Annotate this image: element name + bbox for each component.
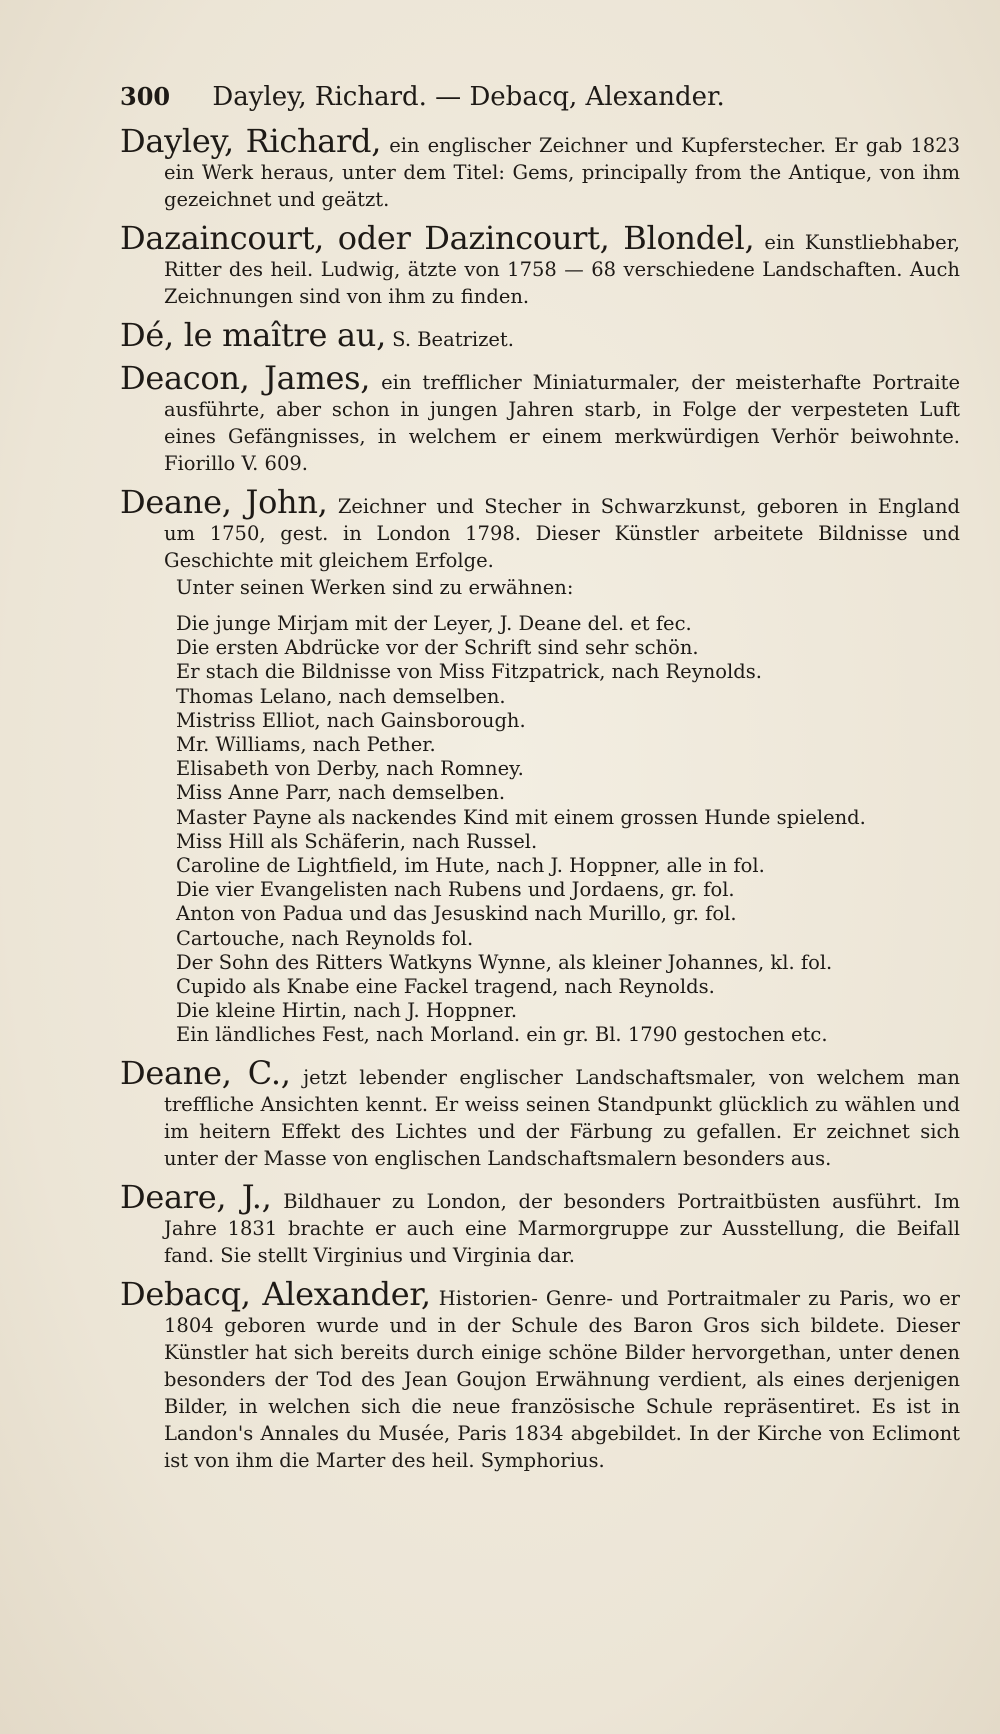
entry-debacq xyxy=(120,1274,960,1474)
entry-headword: Dazaincourt, oder Dazincourt, Blondel, xyxy=(120,219,755,257)
entry-headword: Deacon, James, xyxy=(120,359,371,397)
entry-headword: Dayley, Richard, xyxy=(120,122,382,160)
running-header xyxy=(120,82,880,112)
entry-text: ein trefflicher Miniaturmaler, der meisterhafte Portraite ausführte, aber schon in jungen Jahren starb, in Folge der verpesteten Luft eines Gefängnisses, in welchem er einem merkwürdigen Verhör beiwohnte. Fiorillo V. 609. xyxy=(164,371,960,475)
entry-deane-john xyxy=(120,483,960,1048)
page-number: 300 xyxy=(120,82,171,111)
entry-text: ein englischer Zeichner und Kupferstecher. Er gab 1823 ein Werk heraus, unter dem Titel: Gems, principally from the Antique, von ihm gezeichnet und geätzt. xyxy=(164,134,961,211)
entry-text: jetzt lebender englischer Landschaftsmaler, von welchem man treffliche Ansichten kennt. Er weiss seinen Standpunkt glücklich zu wählen und im heitern Effekt des Lichtes und der Färbung zu gefallen. Er zeichnet sich unter der Masse von englischen Landschaftsmalern besonders aus. xyxy=(164,1065,960,1170)
entry-headword: Deane, C., xyxy=(120,1053,291,1092)
entry-headword: Deane, John, xyxy=(120,483,328,521)
entries-column xyxy=(120,122,961,1486)
entry-headword: Deare, J., xyxy=(120,1177,272,1216)
entry-text: Historien- Genre- und Portraitmaler zu Paris, wo er 1804 geboren wurde und in der Schule des Baron Gros sich bildete. Dieser Künstler hat sich bereits durch einige schöne Bilder hervorgethan, unter denen besonders der Tod des Jean Goujon Erwähnung verdient, als eines derjenigen Bilder, in welchen sich die neue französische Schule repräsentiret. Es ist in Landon's Annales du Musée, Paris 1834 abgebildet. In der Kirche von Eclimont ist von ihm die Marter des heil. Symphorius. xyxy=(164,1286,960,1472)
work-item: Der Sohn des Ritters Watkyns Wynne, als kleiner Johannes, kl. fol. xyxy=(176,950,833,974)
entry-dazaincourt xyxy=(120,219,960,310)
work-item: Die kleine Hirtin, nach J. Hoppner. xyxy=(176,999,518,1023)
works-intro: Unter seinen Werken sind zu erwähnen: xyxy=(176,576,574,599)
work-item: Cartouche, nach Reynolds fol. xyxy=(176,926,474,950)
running-title: Dayley, Richard. — Debacq, Alexander. xyxy=(212,82,725,112)
work-item: Mr. Williams, nach Pether. xyxy=(176,733,436,757)
entry-de-le-maitre xyxy=(120,316,960,354)
entry-text: S. Beatrizet. xyxy=(385,328,514,351)
entry-headword: Debacq, Alexander, xyxy=(120,1274,431,1313)
work-item: Anton von Padua und das Jesuskind nach Murillo, gr. fol. xyxy=(176,902,737,926)
work-item: Die vier Evangelisten nach Rubens und Jordaens, gr. fol. xyxy=(176,878,735,902)
entry-deare xyxy=(120,1177,960,1269)
entry-text: Zeichner und Stecher in Schwarzkunst, geboren in England um 1750, gest. in London 1798. Dieser Künstler arbeitete Bildnisse und Geschichte mit gleichem Erfolge. xyxy=(164,495,960,572)
entry-text: ein Kunstliebhaber, Ritter des heil. Ludwig, ätzte von 1758 — 68 verschiedene Landschaften. Auch Zeichnungen sind von ihm zu finden. xyxy=(164,231,960,308)
entry-text: Bildhauer zu London, der besonders Portraitbüsten ausführt. Im Jahre 1831 brachte er auch eine Marmorgruppe zur Ausstellung, die Beifall fand. Sie stellt Virginius und Virginia dar. xyxy=(164,1189,960,1267)
work-item: Elisabeth von Derby, nach Romney. xyxy=(176,757,524,781)
work-item: Die ersten Abdrücke vor der Schrift sind sehr schön. xyxy=(176,636,699,660)
work-item: Die junge Mirjam mit der Leyer, J. Deane del. et fec. xyxy=(176,612,692,635)
work-item: Caroline de Lightfield, im Hute, nach J. Hoppner, alle in fol. xyxy=(176,854,765,878)
work-item: Ein ländliches Fest, nach Morland. ein gr. Bl. 1790 gestochen etc. xyxy=(176,1023,828,1047)
work-item: Er stach die Bildnisse von Miss Fitzpatrick, nach Reynolds. xyxy=(176,660,762,684)
works-list xyxy=(164,574,960,1048)
work-item: Mistriss Elliot, nach Gainsborough. xyxy=(176,708,526,732)
work-item: Miss Anne Parr, nach demselben. xyxy=(176,781,506,805)
work-item: Cupido als Knabe eine Fackel tragend, nach Reynolds. xyxy=(176,975,715,999)
entry-deacon xyxy=(120,359,960,477)
entry-deane-c xyxy=(120,1053,960,1172)
entry-dayley xyxy=(120,122,961,213)
entry-headword: Dé, le maître au, xyxy=(120,316,386,354)
work-item: Thomas Lelano, nach demselben. xyxy=(176,684,506,708)
work-item: Master Payne als nackendes Kind mit einem grossen Hunde spielend. xyxy=(176,805,866,829)
work-item: Miss Hill als Schäferin, nach Russel. xyxy=(176,829,538,853)
